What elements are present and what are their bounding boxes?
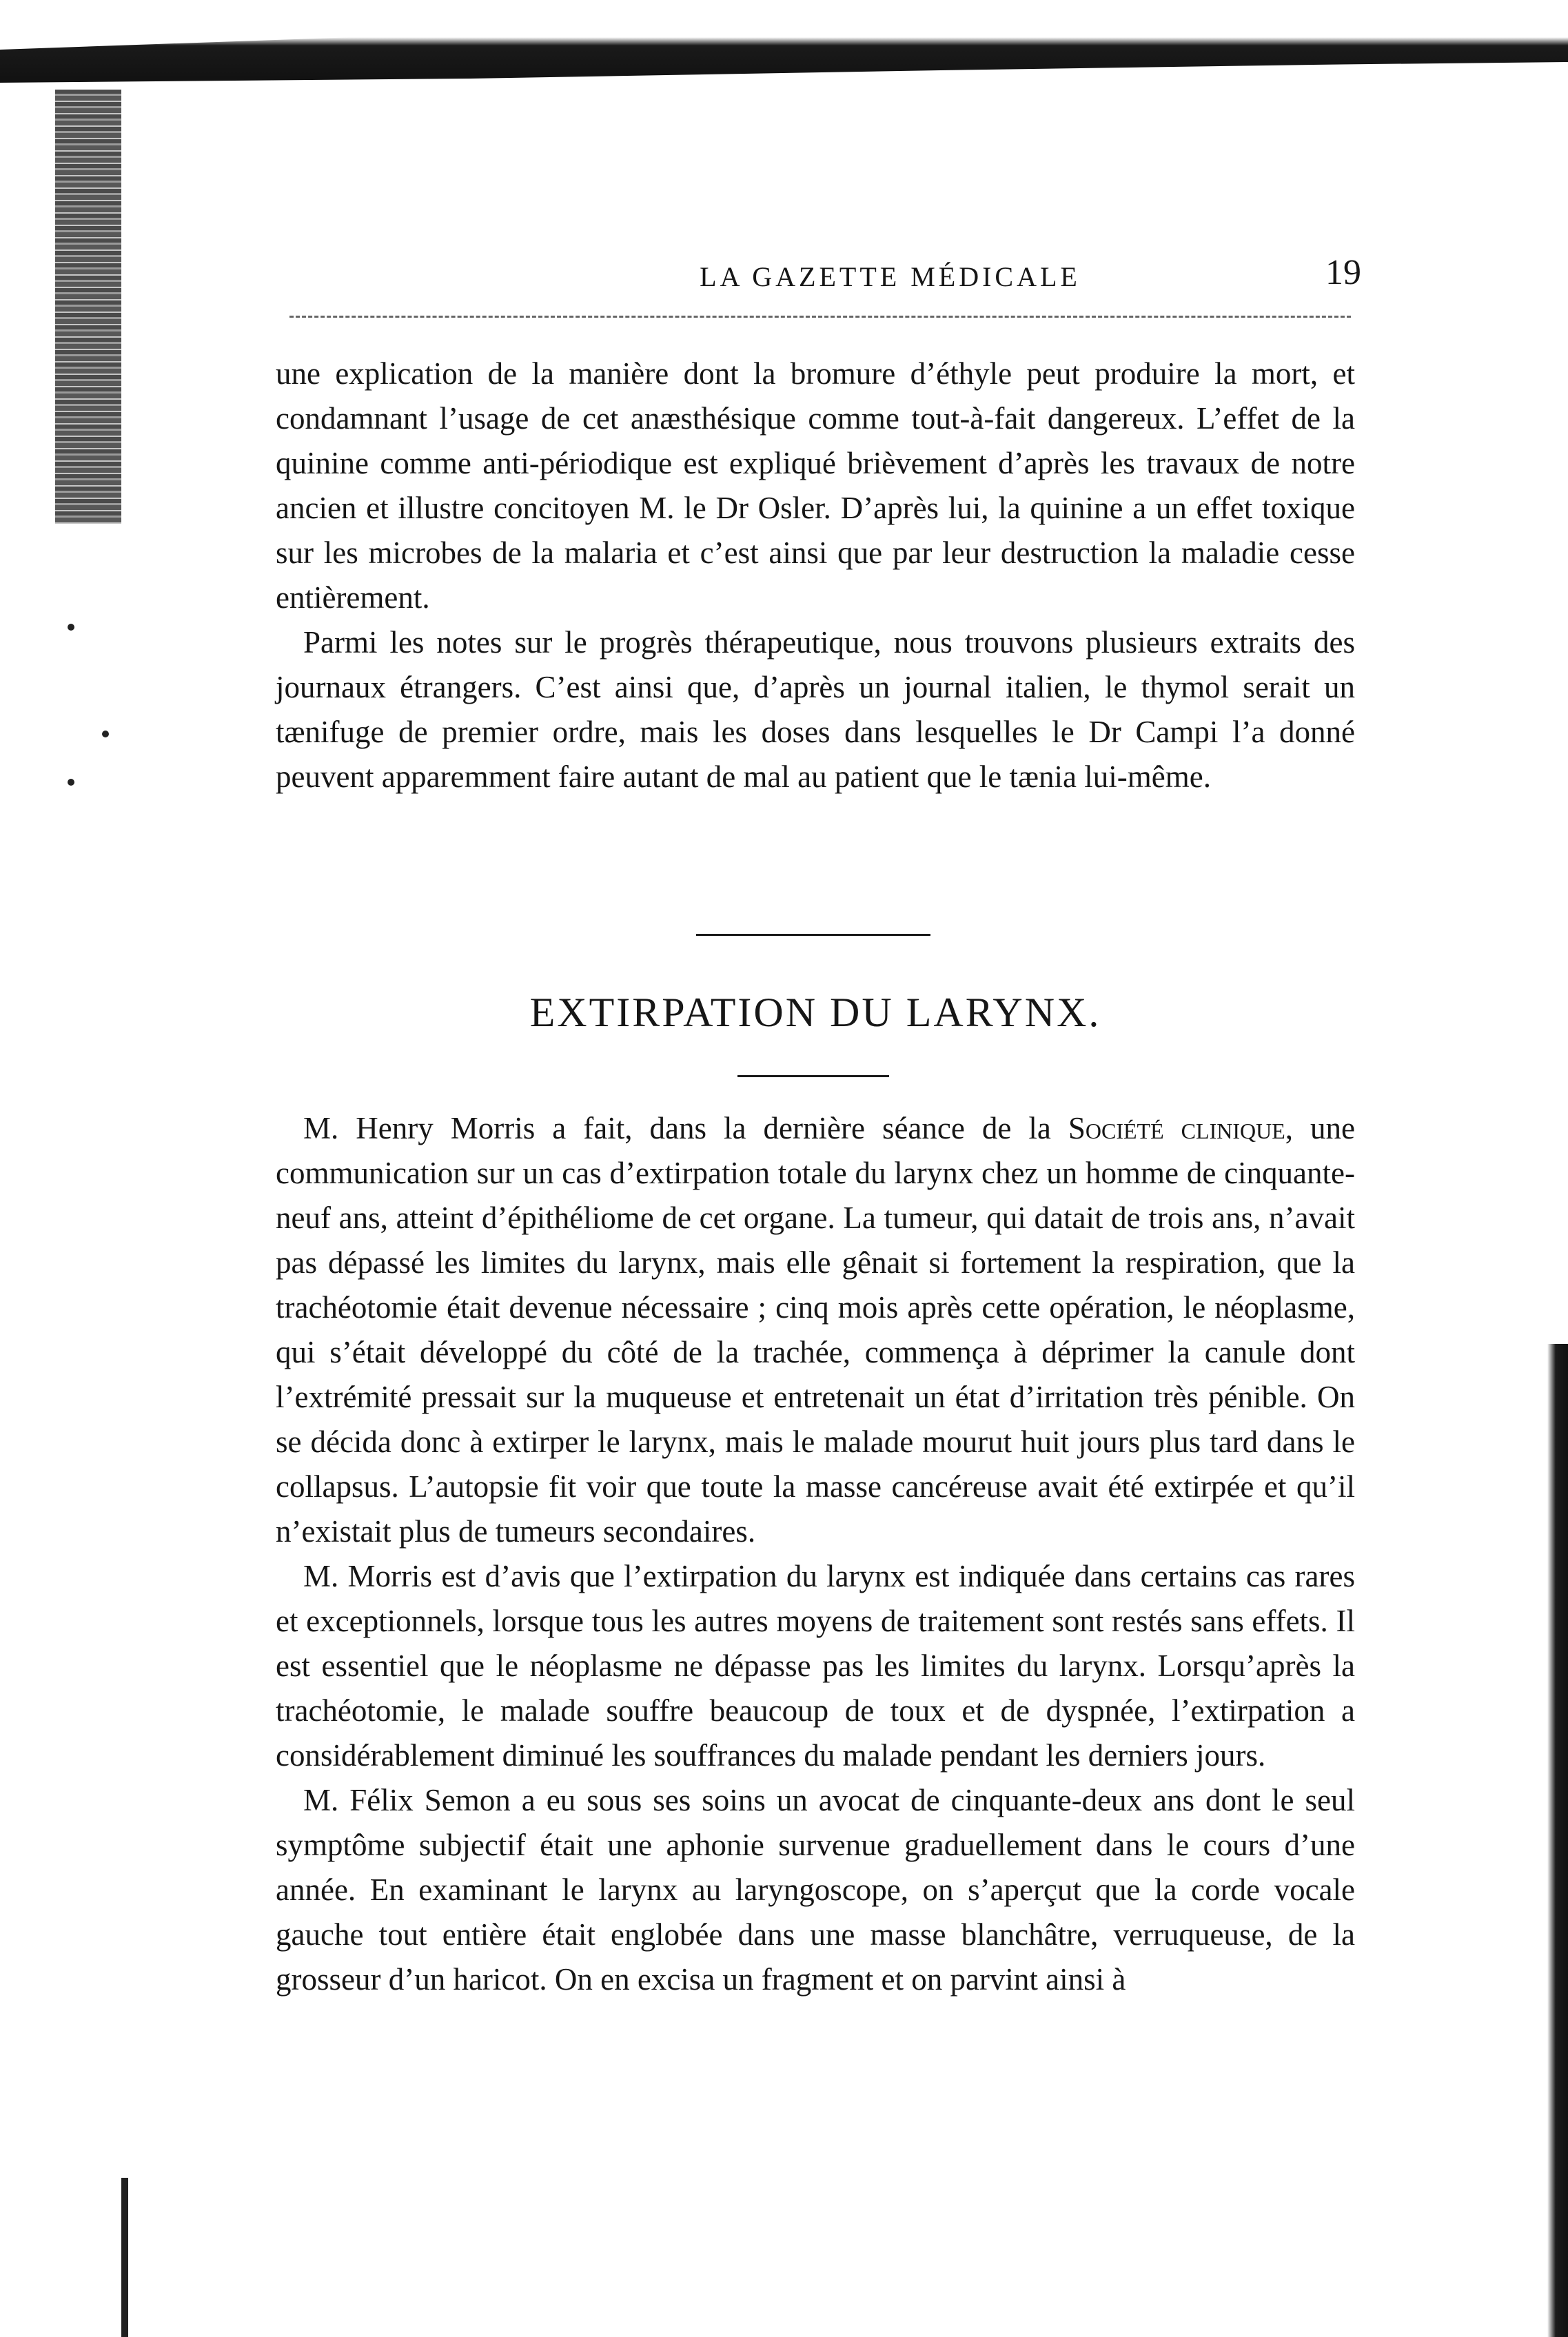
paragraph: M. Morris est d’avis que l’extirpation du larynx est indiquée dans certains cas rares et exceptionnels, lorsque tous les autres moyens de traitement sont restés sans effets. Il est essentiel que le néoplasme ne dépasse pas les limites du larynx. Lorsqu’après la trachéotomie, le malade souffre beaucoup de toux et de dyspnée, l’extirpation a considérablement diminué les souffrances du malade pendant les derniers jours. bbox=[276, 1559, 1355, 1773]
scan-edge-right bbox=[1547, 1344, 1568, 2337]
paragraph: M. Félix Semon a eu sous ses soins un avocat de cinquante-deux ans dont le seul symptôme subjectif était une aphonie survenue graduellement dans le cours d’une année. En examinant le larynx au laryngoscope, on s’aperçut que la corde vocale gauche tout entière était englobée dans une masse blanchâtre, verruqueuse, de la grosseur d’un haricot. On en excisa un fragment et on parvint ainsi à bbox=[276, 1783, 1355, 1997]
scan-speck bbox=[68, 624, 74, 631]
scan-speck bbox=[68, 779, 74, 786]
paragraph-text: M. Henry Morris a fait, dans la dernière séance de la bbox=[303, 1111, 1068, 1145]
paragraph bbox=[276, 1106, 1355, 1554]
paragraph: une explication de la manière dont la bromure d’éthyle peut produire la mort, et condamnant l’usage de cet anæsthésique comme tout-à-fait dangereux. L’effet de la quinine comme anti-périodique est expliqué brièvement d’après les travaux de notre ancien et illustre concitoyen M. le Dr Osler. D’après lui, la quinine a un effet toxique sur les microbes de la malaria et c’est ainsi que par leur destruction la maladie cesse entièrement. bbox=[276, 356, 1355, 615]
header-rule bbox=[289, 316, 1351, 318]
section-rule-top bbox=[696, 934, 930, 936]
society-name: Société clinique bbox=[1068, 1111, 1285, 1145]
running-title: LA GAZETTE MÉDICALE bbox=[700, 261, 1081, 292]
section-body bbox=[276, 1106, 1355, 2002]
scan-speck bbox=[102, 731, 109, 737]
scan-edge-left bbox=[55, 90, 121, 524]
section-rule-bottom bbox=[737, 1075, 889, 1077]
intro-text bbox=[276, 351, 1355, 799]
paragraph: Parmi les notes sur le progrès thérapeutique, nous trouvons plusieurs extraits des journaux étrangers. C’est ainsi que, d’après un journal italien, le thymol serait un tænifuge de premier ordre, mais les doses dans lesquelles le Dr Campi l’a donné peuvent apparemment faire autant de mal au patient que le tænia lui-même. bbox=[276, 625, 1355, 794]
page-number: 19 bbox=[1325, 253, 1361, 292]
scan-edge-top bbox=[0, 0, 1568, 83]
paragraph-text: , une communication sur un cas d’extirpation totale du larynx chez un homme de cinquante-neuf ans, atteint d’épithéliome de cet organe. La tumeur, qui datait de trois ans, n’avait pas dépassé les limites du larynx, mais elle gênait si fortement la respiration, que la trachéotomie était devenue nécessaire ; cinq mois après cette opération, le néoplasme, qui s’était développé du côté de la trachée, commença à déprimer la canule dont l’extrémité pressait sur la muqueuse et entretenait un état d’irritation très pénible. On se décida donc à extirper le larynx, mais le malade mourut huit jours plus tard dans le collapsus. L’autopsie fit voir que toute la masse cancéreuse avait été extirpée et qu’il n’existait plus de tumeurs secondaires. bbox=[276, 1111, 1356, 1549]
section-title: EXTIRPATION DU LARYNX. bbox=[529, 990, 1101, 1035]
running-head bbox=[276, 238, 1361, 293]
scan-edge-left-bottom bbox=[121, 2178, 128, 2337]
